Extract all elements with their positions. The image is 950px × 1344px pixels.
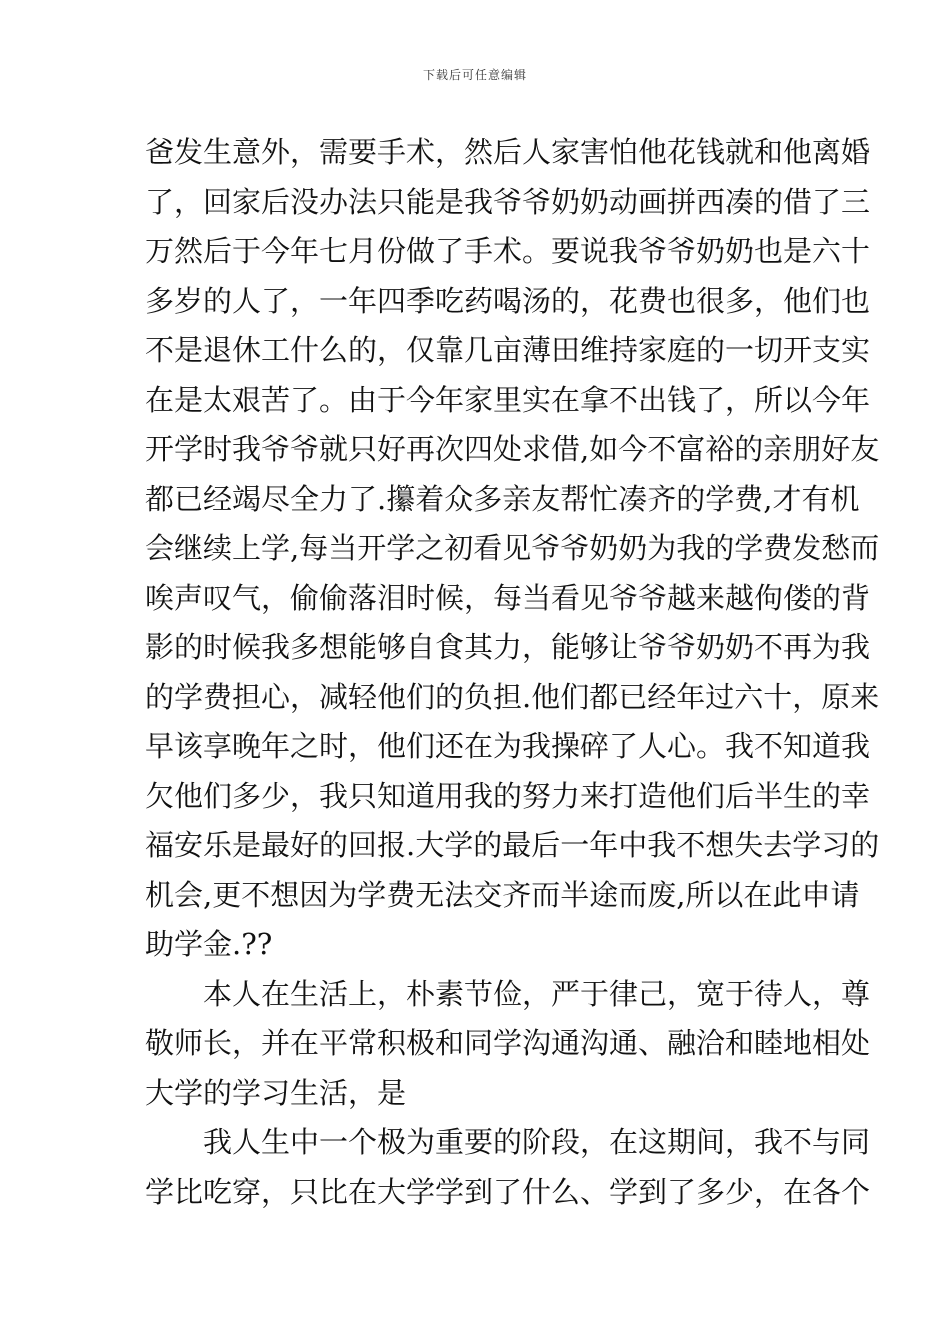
paragraph-3: [145, 1118, 871, 1217]
paragraph-1: [145, 128, 880, 970]
text-line: 会继续上学,每当开学之初看见爷爷奶奶为我的学费发愁而: [145, 531, 880, 565]
document-body: [145, 128, 880, 1217]
text-line: 早该享晚年之时，他们还在为我操碎了人心。我不知道我: [145, 729, 871, 763]
text-line: 在是太艰苦了。由于今年家里实在拿不出钱了，所以今年: [145, 382, 871, 417]
text-line: 学比吃穿，只比在大学学到了什么、学到了多少，在各个: [145, 1174, 871, 1209]
text-line: 欠他们多少，我只知道用我的努力来打造他们后半生的幸: [145, 778, 871, 813]
text-line: 大学的学习生活，是: [145, 1075, 407, 1110]
text-line: 影的时候我多想能够自食其力，能够让爷爷奶奶不再为我: [145, 630, 871, 664]
text-line: 不是退休工什么的，仅靠几亩薄田维持家庭的一切开支实: [145, 333, 871, 367]
text-line: 都已经竭尽全力了.攥着众多亲友帮忙凑齐的学费,才有机: [145, 481, 860, 516]
text-line: 机会,更不想因为学费无法交齐而半途而废,所以在此申请: [145, 877, 860, 912]
text-line: 多岁的人了，一年四季吃药喝汤的，花费也很多，他们也: [145, 283, 871, 318]
text-line: 开学时我爷爷就只好再次四处求借,如今不富裕的亲朋好友: [145, 432, 880, 466]
text-line: 唉声叹气，偷偷落泪时候，每当看见爷爷越来越佝偻的背: [145, 580, 871, 615]
text-line: 助学金.??: [145, 927, 273, 961]
paragraph-2: [145, 970, 871, 1119]
text-line: 了，回家后没办法只能是我爷爷奶奶动画拼西凑的借了三: [145, 184, 871, 219]
text-line: 福安乐是最好的回报.大学的最后一年中我不想失去学习的: [145, 828, 880, 862]
text-line: 我人生中一个极为重要的阶段，在这期间，我不与同: [203, 1125, 871, 1159]
text-line: 敬师长，并在平常积极和同学沟通沟通、融洽和睦地相处: [145, 1026, 871, 1060]
text-line: 爸发生意外，需要手术，然后人家害怕他花钱就和他离婚: [145, 135, 871, 169]
text-line: 万然后于今年七月份做了手术。要说我爷爷奶奶也是六十: [145, 234, 871, 268]
text-line: 的学费担心，减轻他们的负担.他们都已经年过六十，原来: [145, 679, 880, 714]
page-header: 下载后可任意编辑: [422, 68, 527, 82]
text-line: 本人在生活上，朴素节俭，严于律己，宽于待人，尊: [203, 976, 871, 1011]
